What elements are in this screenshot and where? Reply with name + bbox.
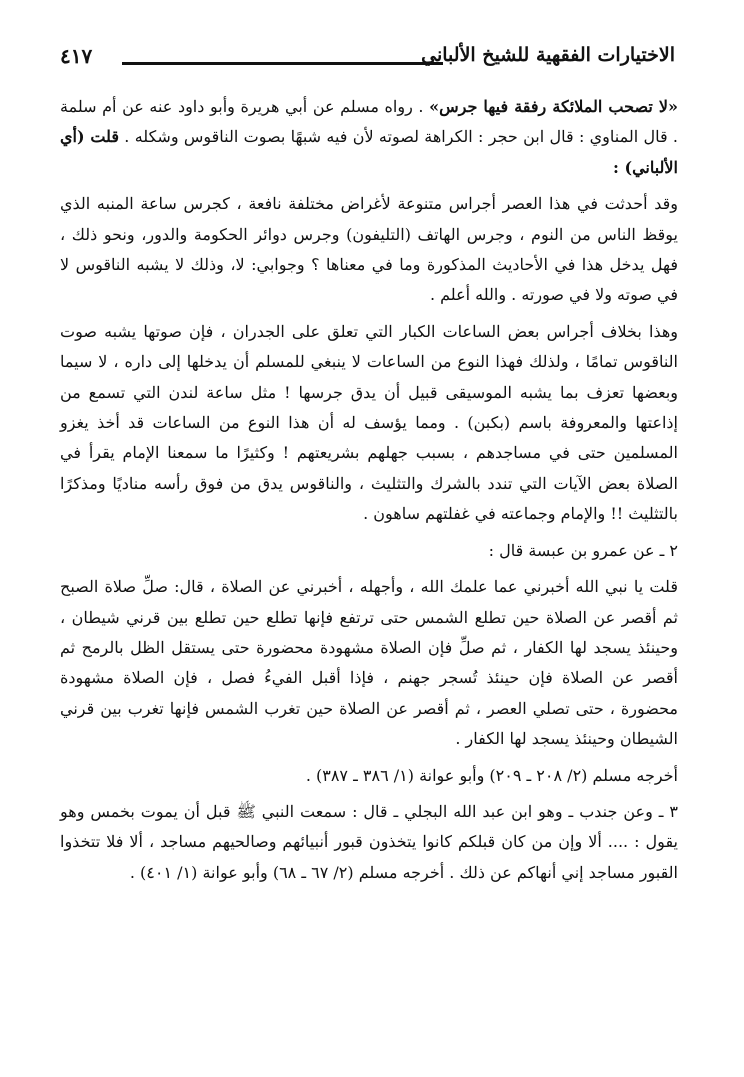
- page-header: [60, 42, 675, 76]
- author-comment-label: قلت (أي الألباني) :: [60, 127, 678, 177]
- paragraph-7: ٣ ـ وعن جندب ـ وهو ابن عبد الله البجلي ـ قال : سمعت النبي ﷺ قبل أن يموت بخمس وهو يقول : .... ألا وإن من كان قبلكم كانوا يتخذون قبور أنبيائهم وصالحيهم مساجد ، ألا فلا تتخذوا القبور مساجد إني أنهاكم عن ذلك . أخرجه مسلم (٢/ ٦٧ ـ ٦٨) وأبو عوانة (١/ ٤٠١) .: [60, 801, 678, 882]
- paragraph-1-text: . رواه مسلم عن أبي هريرة وأبو داود عنه عن أم سلمة . قال المناوي : قال ابن حجر : الكراهة لصوته لأن فيه شبهًا بصوت الناقوس وشكله .: [60, 97, 679, 147]
- paragraph-4: ٢ ـ عن عمرو بن عبسة قال :: [488, 540, 678, 560]
- header-rule: [122, 62, 443, 65]
- hadith-quote: «لا تصحب الملائكة رفقة فيها جرس»: [429, 97, 679, 116]
- page-body: [60, 92, 678, 894]
- running-title: الاختيارات الفقهية للشيخ الألباني: [421, 44, 675, 66]
- paragraph-1: [60, 92, 678, 183]
- paragraph-5: قلت يا نبي الله أخبرني عما علمك الله ، وأجهله ، أخبرني عن الصلاة ، قال: صلِّ صلاة الصبح ثم أقصر عن الصلاة حين تطلع الشمس حتى ترتفع فإنها تطلع حين تطلع بين قرني شيطان ، وحينئذ يسجد لها الكفار ، ثم صلِّ فإن الصلاة مشهودة محضورة حتى يستقل الظل بالرمح ثم أقصر عن الصلاة فإن حينئذ تُسجر جهنم ، فإذا أقبل الفيءُ فصل ، فإن الصلاة مشهودة محضورة ، حتى تصلي العصر ، ثم أقصر عن الصلاة حين تغرب الشمس فإنها تغرب بين قرني الشيطان وحينئذ يسجد لها الكفار .: [60, 577, 679, 749]
- paragraph-6: أخرجه مسلم (٢/ ٢٠٨ ـ ٢٠٩) وأبو عوانة (١/ ٣٨٦ ـ ٣٨٧) .: [305, 765, 678, 785]
- page-number: ٤١٧: [60, 44, 93, 68]
- paragraph-3: وهذا بخلاف أجراس بعض الساعات الكبار التي تعلق على الجدران ، فإن صوتها يشبه صوت الناقوس تمامًا ، ولذلك فهذا النوع من الساعات لا ينبغي للمسلم أن يدخلها إلى داره ، لا سيما وبعضها تعزف بما يشبه الموسيقى قبيل أن يدق جرسها ! مثل ساعة لندن التي تسمع من إذاعتها والمعروفة باسم (بكبن) . ومما يؤسف له أن هذا النوع من الساعات قد أخذ يغزو المسلمين حتى في مساجدهم ، بسبب جهلهم بشريعتهم ! وكثيرًا ما سمعنا الإمام يقرأ في الصلاة بعض الآيات التي تندد بالشرك والتثليث ، والناقوس يدق من فوق رأسه مناديًا ومذكرًا بالتثليث !! والإمام وجماعته في غفلتهم ساهون .: [60, 321, 679, 524]
- paragraph-2: وقد أحدثت في هذا العصر أجراس متنوعة لأغراض مختلفة نافعة ، كجرس ساعة المنبه الذي يوقظ الناس من النوم ، وجرس الهاتف (التليفون) وجرس دوائر الحكومة والدور، ونحو ذلك ، فهل يدخل هذا في الأحاديث المذكورة وما في معناها ؟ وجوابي: لا، وذلك لا يشبه الناقوس لا في صوته ولا في صورته . والله أعلم .: [60, 194, 679, 305]
